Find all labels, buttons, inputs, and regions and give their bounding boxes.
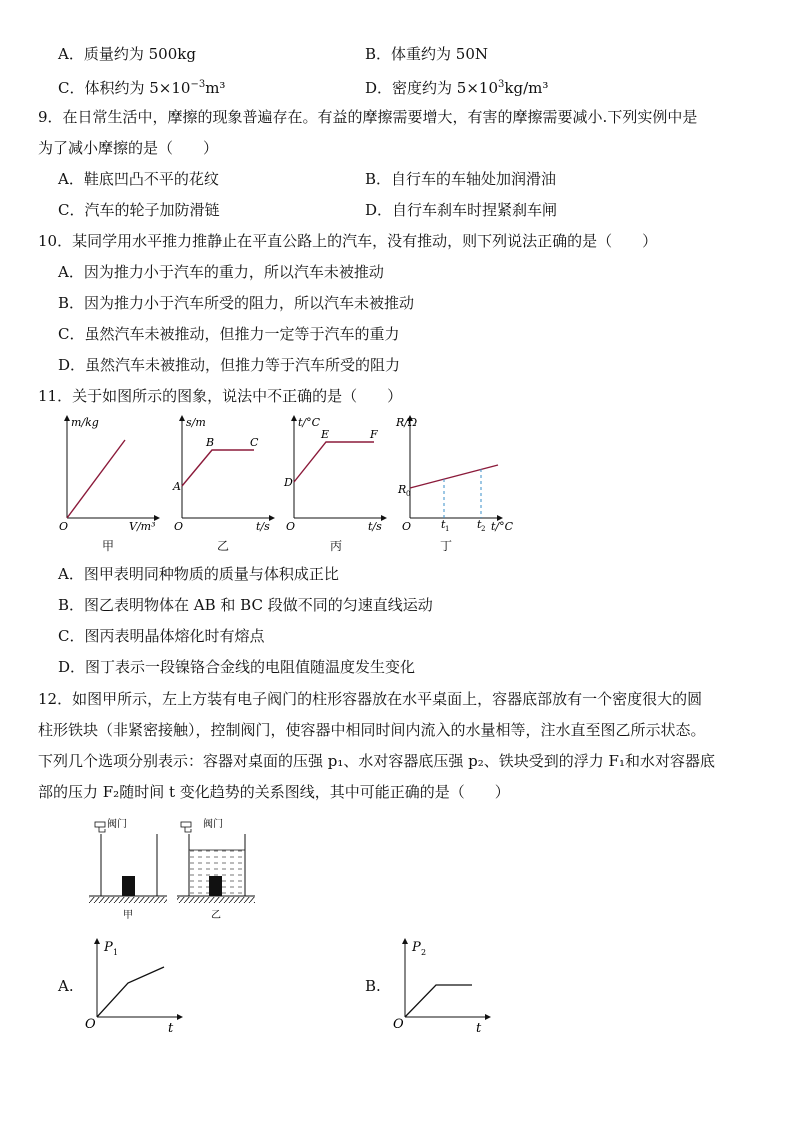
svg-text:P: P (412, 940, 421, 955)
origin-label: O (174, 520, 184, 532)
valve-icon (95, 822, 105, 827)
y-axis-label: m/kg (71, 416, 99, 429)
origin-label: O (59, 520, 69, 532)
t2-label (477, 518, 485, 532)
x-axis-label: t/°C (491, 520, 514, 532)
y-axis-label: R/Ω (396, 416, 418, 429)
p1-curve (97, 967, 164, 1017)
svg-text:t: t (441, 518, 446, 531)
y-axis-label: s/m (186, 416, 206, 429)
valve-label: 阀门 (107, 819, 127, 830)
fig-yi-caption: 乙 (211, 910, 221, 921)
q11-option-d: D．图丁表示一段镍铬合金线的电阻值随温度发生变化 (58, 658, 416, 676)
origin-label: O (393, 1017, 404, 1032)
q8-option-d: D．密度约为 $5\times 10^3kg/m^3$ (365, 79, 549, 97)
distance-time-line (182, 450, 254, 486)
r0-label (397, 483, 410, 498)
valve-label: 阀门 (203, 819, 223, 830)
origin-label: O (286, 520, 296, 532)
q11-graph-bing (282, 412, 392, 532)
q11-caption-yi: 乙 (216, 539, 229, 553)
q12-option-b-label: B. (365, 977, 381, 995)
q12-stem-line4: 部的压力 F₂随时间 t 变化趋势的关系图线，其中可能正确的是（ ） (38, 783, 510, 801)
q9-option-d: D．自行车刹车时捏紧刹车闸 (365, 201, 558, 219)
point-f-label: F (370, 428, 378, 441)
point-c-label: C (250, 436, 259, 449)
q12-option-a-label: A. (58, 977, 74, 995)
q10-stem: 10．某同学用水平推力推静止在平直公路上的汽车，没有推动，则下列说法正确的是（ ） (38, 232, 658, 250)
q10-option-b: B．因为推力小于汽车所受的阻力，所以汽车未被推动 (58, 294, 415, 312)
x-axis-label: t/s (256, 520, 270, 532)
q8-option-c: C．体积约为 $5\times 10^{-3}m^3$ (58, 79, 226, 97)
x-axis-label: t/s (368, 520, 382, 532)
q12-graph-a (82, 935, 192, 1035)
temperature-time-line (294, 442, 374, 482)
q12-graph-b (390, 935, 500, 1035)
q11-caption-jia: 甲 (101, 539, 114, 553)
svg-text:P: P (104, 940, 113, 955)
x-axis-label: t (476, 1021, 482, 1035)
y-axis-label (103, 940, 118, 957)
q9-stem-line1: 9．在日常生活中，摩擦的现象普遍存在。有益的摩擦需要增大，有害的摩擦需要减小.下列实例中是 (38, 108, 698, 126)
q11-graph-ding (395, 412, 520, 532)
container-yi (177, 817, 255, 921)
svg-text:1: 1 (445, 525, 450, 532)
q9-stem-line2: 为了减小摩擦的是（ ） (38, 139, 219, 157)
q12-stem-line3: 下列几个选项分别表示：容器对桌面的压强 p₁、水对容器底压强 p₂、铁块受到的浮力 F₁和水对容器底 (38, 752, 715, 770)
q10-option-c: C．虽然汽车未被推动，但推力一定等于汽车的重力 (58, 325, 400, 343)
p2-curve (405, 985, 472, 1017)
point-a-label: A (173, 480, 181, 493)
q11-caption-bing: 丙 (329, 539, 342, 553)
svg-text:t: t (477, 518, 482, 531)
mass-volume-line (67, 440, 125, 518)
iron-block (209, 876, 222, 896)
t1-label (441, 518, 449, 532)
svg-text:0: 0 (406, 490, 411, 498)
y-axis-label: t/°C (298, 416, 321, 429)
svg-text:2: 2 (481, 525, 486, 532)
q12-stem-line2: 柱形铁块（非紧密接触），控制阀门，使容器中相同时间内流入的水量相等，注水直至图乙所示状态。 (38, 721, 706, 739)
q11-option-a: A．图甲表明同种物质的质量与体积成正比 (58, 565, 339, 583)
q8-option-a: A．质量约为 500kg (58, 45, 196, 63)
q11-stem: 11．关于如图所示的图象，说法中不正确的是（ ） (38, 387, 403, 405)
q11-caption-ding: 丁 (439, 539, 452, 553)
q9-option-c: C．汽车的轮子加防滑链 (58, 201, 220, 219)
x-axis-label: V/m³ (129, 520, 156, 532)
q10-option-a: A．因为推力小于汽车的重力，所以汽车未被推动 (58, 263, 384, 281)
origin-label: O (85, 1017, 96, 1032)
svg-text:1: 1 (113, 948, 119, 957)
q11-graph-yi (170, 412, 280, 532)
origin-label: O (402, 520, 412, 532)
valve-icon (181, 822, 191, 827)
fig-jia-caption: 甲 (123, 910, 133, 921)
iron-block (122, 876, 135, 896)
q9-option-a: A．鞋底凹凸不平的花纹 (58, 170, 219, 188)
svg-text:R: R (398, 483, 407, 496)
q12-container-diagrams (85, 812, 265, 927)
q9-option-b: B．自行车的车轴处加润滑油 (365, 170, 557, 188)
x-axis-label: t (168, 1021, 174, 1035)
q11-option-b: B．图乙表明物体在 AB 和 BC 段做不同的匀速直线运动 (58, 596, 433, 614)
svg-text:2: 2 (421, 948, 427, 957)
point-e-label: E (321, 428, 330, 441)
q10-option-d: D．虽然汽车未被推动，但推力等于汽车所受的阻力 (58, 356, 401, 374)
q11-option-c: C．图丙表明晶体熔化时有熔点 (58, 627, 265, 645)
resistance-temperature-line (410, 465, 498, 488)
q12-stem-line1: 12．如图甲所示，左上方装有电子阀门的柱形容器放在水平桌面上，容器底部放有一个密度很大的圆 (38, 690, 703, 708)
container-jia (89, 817, 167, 921)
q11-graph-jia (55, 412, 165, 532)
q8-option-b: B．体重约为 50N (365, 45, 489, 63)
y-axis-label (411, 940, 426, 957)
point-d-label: D (284, 476, 293, 489)
point-b-label: B (206, 436, 215, 449)
